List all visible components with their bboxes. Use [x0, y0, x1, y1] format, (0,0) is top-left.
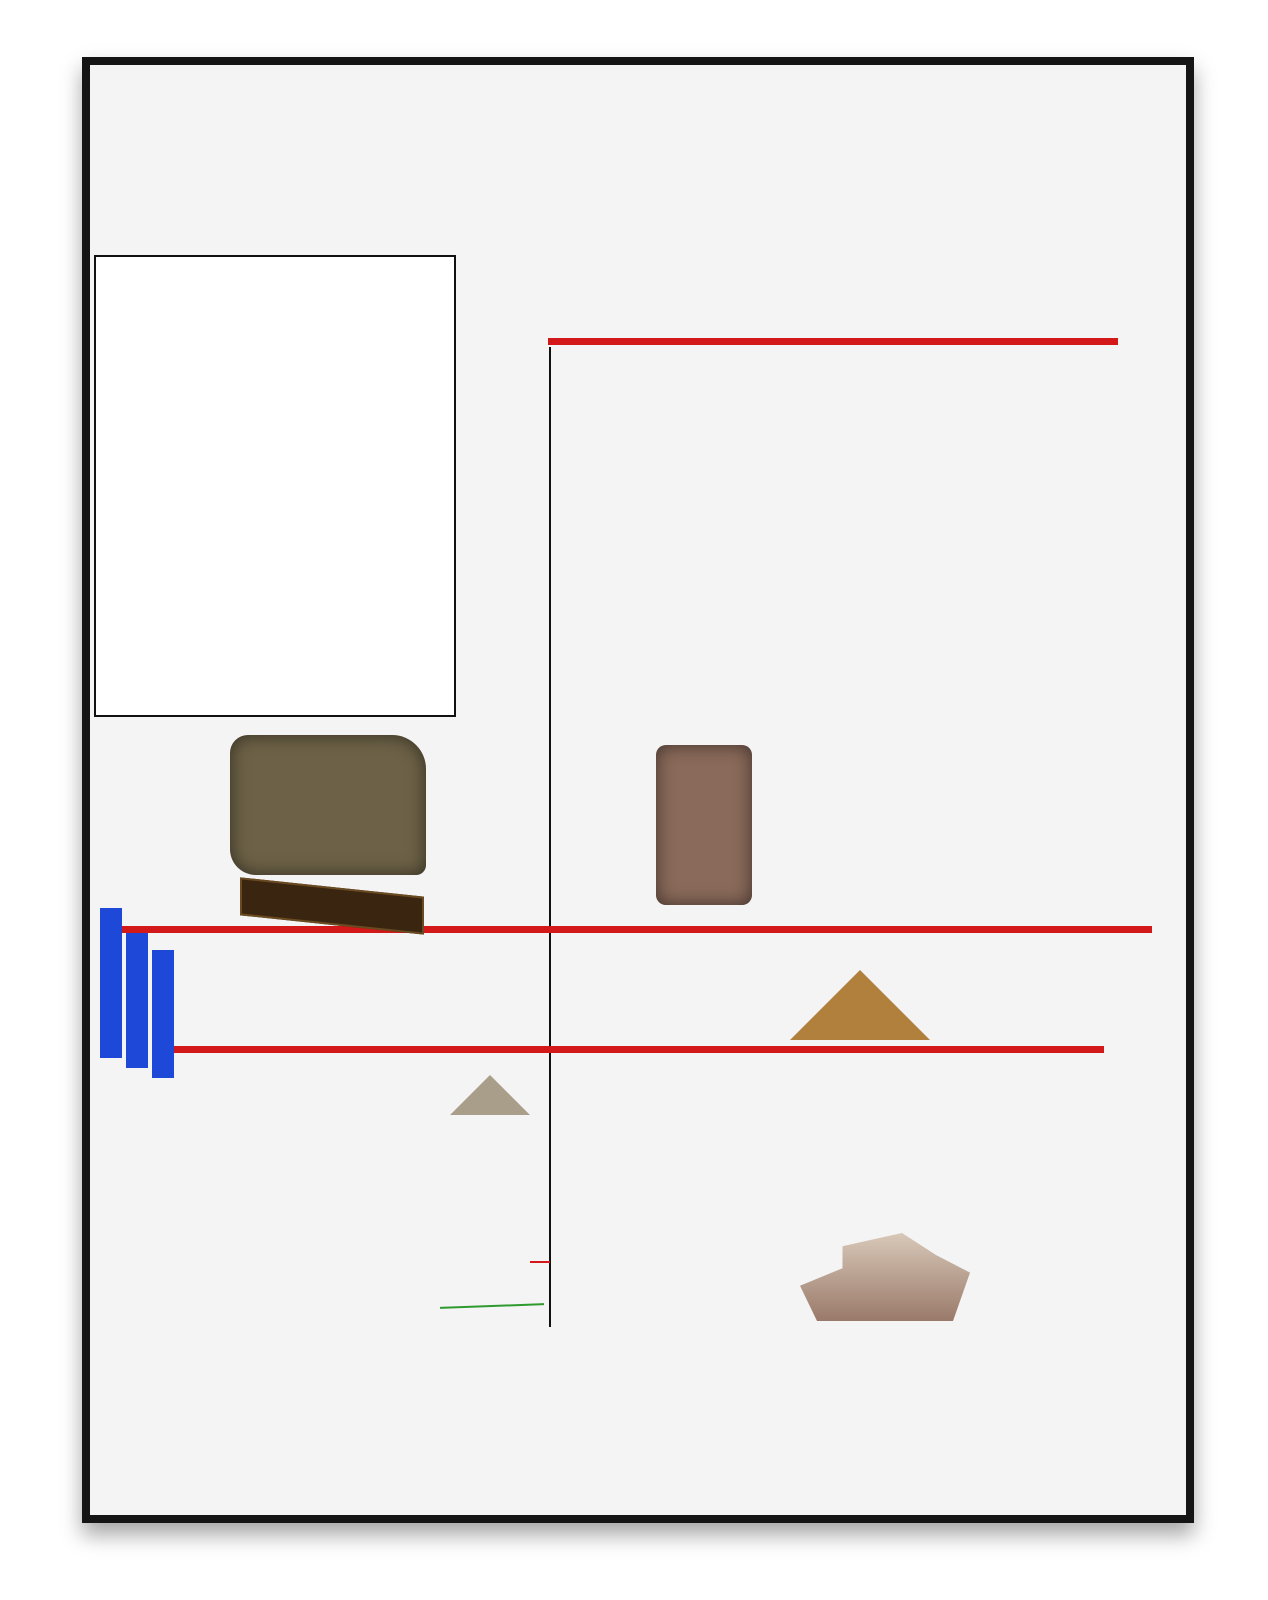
poster [82, 57, 1194, 1523]
timeline-axis [549, 347, 551, 1327]
creation-line [548, 338, 1118, 345]
gilgamesh-tablet-image [230, 735, 426, 875]
ham-bar [100, 908, 122, 1058]
ziggurat-image [800, 1233, 970, 1321]
tower-of-babel-image [790, 970, 930, 1040]
jacob-egypt-arrow [440, 1303, 544, 1309]
king-list-tablet-image [656, 745, 752, 905]
genesis-table-box [94, 255, 456, 717]
jacob-2006-connector [530, 1261, 550, 1263]
flood-line [122, 926, 1152, 933]
nimrod-bar [152, 950, 174, 1078]
babel-line [174, 1046, 1104, 1053]
cush-bar [126, 933, 148, 1068]
pyramid-image [450, 1075, 530, 1115]
